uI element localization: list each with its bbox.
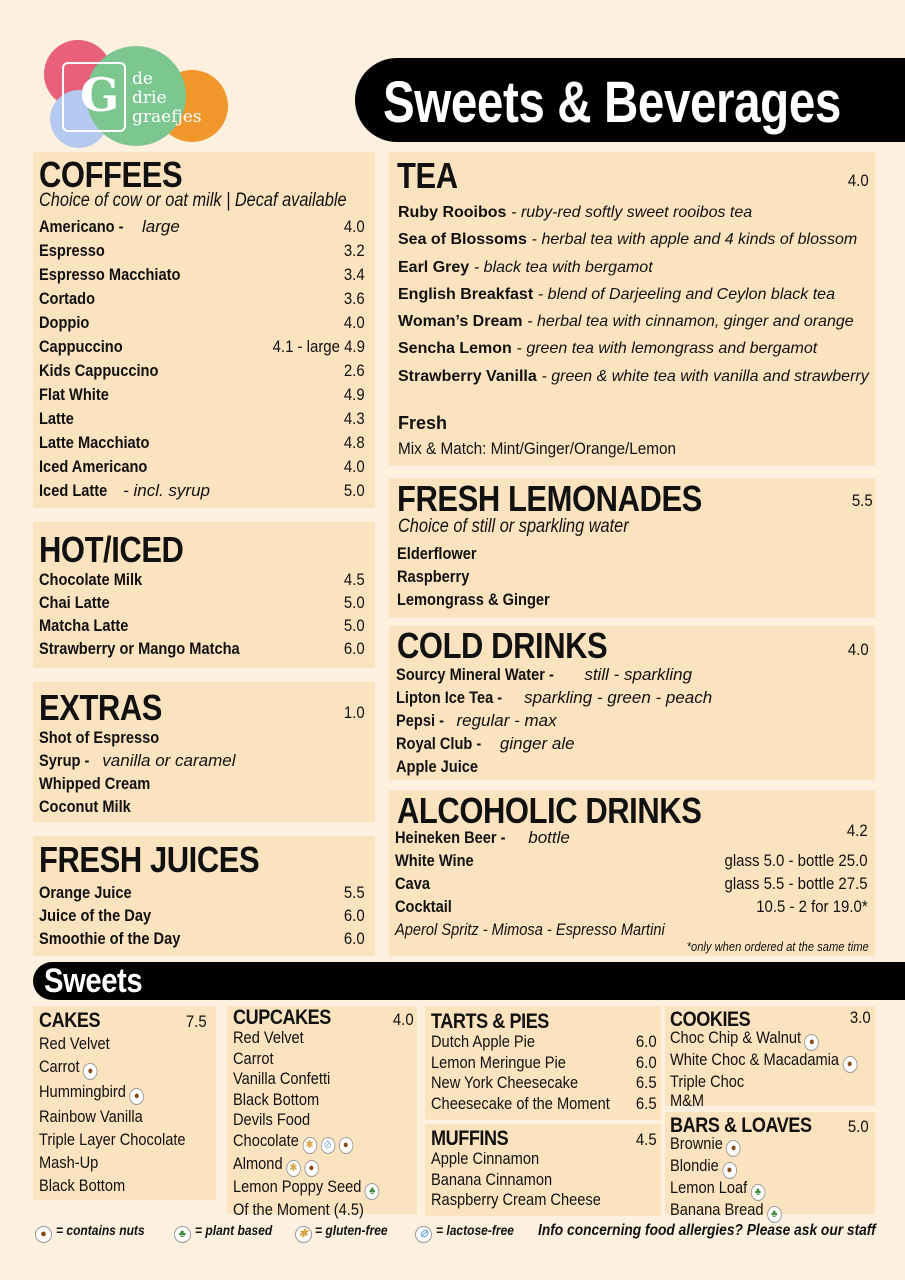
cupcakes-title: CUPCAKES xyxy=(233,1006,331,1029)
legend xyxy=(35,1222,885,1244)
list-item: Choc Chip & Walnut ● xyxy=(670,1029,857,1051)
cold-drinks-price: 4.0 xyxy=(848,640,869,659)
menu-item: Ruby Rooibos - ruby-red softly sweet rooibos tea xyxy=(398,204,753,221)
nut-icon: ● xyxy=(805,1034,820,1051)
lemonades-price: 5.5 xyxy=(852,491,873,510)
menu-item: Heineken Beer - bottle 4.2 xyxy=(395,821,868,847)
juices-list xyxy=(39,881,365,950)
menu-item: Smoothie of the Day 6.0 xyxy=(39,929,365,948)
sweets-banner xyxy=(33,962,905,1000)
list-item: Black Bottom xyxy=(39,1176,126,1195)
menu-item: Pepsi - regular - max xyxy=(396,711,557,730)
legend-plant: = plant based xyxy=(194,1222,272,1238)
muffins-list xyxy=(431,1149,628,1211)
menu-item: New York Cheesecake 6.5 xyxy=(431,1073,657,1092)
menu-item: Latte Macchiato 4.8 xyxy=(39,433,365,452)
menu-item: Flat White 4.9 xyxy=(39,385,365,404)
menu-item: Lipton Ice Tea - sparkling - green - peach xyxy=(396,688,713,707)
legend-lactose: = lactose-free xyxy=(436,1222,515,1238)
menu-item: Juice of the Day 6.0 xyxy=(39,906,365,925)
cocktail-list: Aperol Spritz - Mimosa - Espresso Martini xyxy=(395,920,665,939)
list-item: Red Velvet xyxy=(39,1034,110,1053)
list-item: Raspberry Cream Cheese xyxy=(431,1190,601,1209)
tarts-title: TARTS & PIES xyxy=(431,1010,549,1033)
menu-item: Strawberry or Mango Matcha 6.0 xyxy=(39,639,365,658)
bars-list xyxy=(670,1135,800,1223)
list-item: Apple Cinnamon xyxy=(431,1149,540,1168)
nut-icon: ● xyxy=(726,1140,741,1157)
page-title: Sweets & Beverages xyxy=(383,70,841,135)
list-item: White Choc & Macadamia ● xyxy=(670,1051,857,1073)
bars-price: 5.0 xyxy=(848,1117,869,1136)
logo xyxy=(40,38,230,153)
cookies-title: COOKIES xyxy=(670,1008,751,1031)
menu-item: Espresso 3.2 xyxy=(39,241,365,260)
list-item: Black Bottom xyxy=(233,1089,320,1109)
muffins-title: MUFFINS xyxy=(431,1127,509,1150)
menu-item: Sea of Blossoms - herbal tea with apple and 4 kinds of blossom xyxy=(398,231,858,249)
menu-item: Dutch Apple Pie 6.0 xyxy=(431,1032,657,1051)
menu-item: Sourcy Mineral Water - still - sparkling xyxy=(396,665,693,684)
plant-based-icon: ♣ xyxy=(751,1184,766,1201)
legend-gluten: = gluten-free xyxy=(315,1222,389,1238)
list-item: Devils Food xyxy=(233,1110,311,1129)
nut-icon: ● xyxy=(304,1160,319,1177)
nut-icon: ● xyxy=(129,1088,144,1105)
gluten-free-icon: ✱ xyxy=(295,1226,312,1243)
bars-title: BARS & LOAVES xyxy=(670,1114,812,1137)
cakes-price: 7.5 xyxy=(186,1012,207,1031)
hot-iced-title: HOT/ICED xyxy=(39,529,184,570)
menu-item: Iced Americano 4.0 xyxy=(39,457,365,476)
sweets-title: Sweets xyxy=(44,962,143,1000)
lemonades-subtitle: Choice of still or sparkling water xyxy=(398,516,629,537)
menu-item: Chai Latte 5.0 xyxy=(39,593,365,612)
lactose-free-icon: ⊘ xyxy=(320,1137,335,1154)
list-item: Rainbow Vanilla xyxy=(39,1107,143,1126)
list-item: Mash-Up xyxy=(39,1153,99,1172)
coffees-subtitle: Choice of cow or oat milk | Decaf available xyxy=(39,190,347,211)
muffins-price: 4.5 xyxy=(636,1130,657,1149)
list-item: Of the Moment (4.5) xyxy=(233,1199,364,1219)
gluten-free-icon: ✱ xyxy=(286,1160,301,1177)
menu-item: White Wine glass 5.0 - bottle 25.0 xyxy=(395,851,868,870)
list-item: Chocolate ✱ ⊘ ● xyxy=(233,1131,379,1154)
menu-item: Cappuccino 4.1 - large 4.9 xyxy=(39,337,365,356)
menu-item: Coconut Milk xyxy=(39,797,131,816)
menu-item: Cava glass 5.5 - bottle 27.5 xyxy=(395,874,868,893)
lactose-free-icon: ⊘ xyxy=(415,1226,432,1243)
cold-drinks-title: COLD DRINKS xyxy=(397,625,608,666)
nut-icon: ● xyxy=(842,1056,857,1073)
tea-price: 4.0 xyxy=(848,171,869,190)
menu-item: Cortado 3.6 xyxy=(39,289,365,308)
list-item: Almond ✱ ● xyxy=(233,1154,379,1177)
cookies-list xyxy=(670,1029,888,1110)
juices-title: FRESH JUICES xyxy=(39,839,260,880)
menu-item: Syrup - vanilla or caramel xyxy=(39,751,236,770)
menu-item: Matcha Latte 5.0 xyxy=(39,616,365,635)
list-item: Triple Choc xyxy=(670,1072,745,1091)
cold-drinks-list xyxy=(396,663,866,778)
lemonades-title: FRESH LEMONADES xyxy=(397,478,702,519)
menu-item: Elderflower xyxy=(397,544,477,563)
menu-item: Lemongrass & Ginger xyxy=(397,590,550,609)
logo-text: de drie graefjes xyxy=(132,69,202,127)
legend-nuts: = contains nuts xyxy=(55,1222,145,1238)
menu-item: Americano - large 4.0 xyxy=(39,217,365,236)
coffees-title: COFFEES xyxy=(39,154,183,195)
list-item: Lemon Loaf ♣ xyxy=(670,1179,782,1201)
menu-item: Earl Grey - black tea with bergamot xyxy=(398,258,653,276)
extras-price: 1.0 xyxy=(344,703,365,722)
menu-item: Whipped Cream xyxy=(39,774,151,793)
tea-fresh-desc: Mix & Match: Mint/Ginger/Orange/Lemon xyxy=(398,439,677,458)
menu-item: Woman’s Dream - herbal tea with cinnamon, ginger and orange xyxy=(398,313,854,331)
tea-title: TEA xyxy=(397,155,458,196)
plant-based-icon: ♣ xyxy=(174,1226,191,1243)
list-item: Hummingbird ● xyxy=(39,1080,186,1105)
cakes-list xyxy=(39,1032,209,1197)
menu-item: Raspberry xyxy=(397,567,470,586)
extras-title: EXTRAS xyxy=(39,687,163,728)
coffees-list xyxy=(39,215,365,503)
cookies-price: 3.0 xyxy=(850,1008,871,1027)
plant-based-icon: ♣ xyxy=(365,1183,380,1200)
menu-item: Orange Juice 5.5 xyxy=(39,883,365,902)
tea-list xyxy=(398,200,878,391)
menu-item: Iced Latte - incl. syrup 5.0 xyxy=(39,481,365,500)
menu-item: English Breakfast - blend of Darjeeling and Ceylon black tea xyxy=(398,285,835,303)
menu-item: Cheesecake of the Moment 6.5 xyxy=(431,1093,657,1113)
list-item: Triple Layer Chocolate xyxy=(39,1130,186,1149)
list-item: Lemon Poppy Seed ♣ xyxy=(233,1177,379,1200)
list-item: Carrot ● xyxy=(39,1055,186,1080)
menu-item: Royal Club - ginger ale xyxy=(396,734,575,753)
gluten-free-icon: ✱ xyxy=(302,1137,317,1154)
menu-item: Shot of Espresso xyxy=(39,728,160,747)
menu-item: Strawberry Vanilla - green & white tea with vanilla and strawberry xyxy=(398,367,869,385)
menu-item: Lemon Meringue Pie 6.0 xyxy=(431,1052,657,1072)
list-item: Red Velvet xyxy=(233,1028,304,1047)
list-item: Blondie ● xyxy=(670,1157,782,1179)
tea-fresh-title: Fresh xyxy=(398,413,448,433)
allergy-info: Info concerning food allergies? Please ask our staff xyxy=(538,1222,876,1239)
menu-item: Doppio 4.0 xyxy=(39,313,365,332)
alcohol-list xyxy=(395,821,868,918)
cupcakes-price: 4.0 xyxy=(393,1010,414,1029)
menu-item: Apple Juice xyxy=(396,757,479,776)
menu-item: Espresso Macchiato 3.4 xyxy=(39,265,365,284)
nut-icon: ● xyxy=(35,1226,52,1243)
list-item: Banana Bread ♣ xyxy=(670,1201,782,1223)
cocktail-note: *only when ordered at the same time xyxy=(686,939,869,954)
list-item: Carrot xyxy=(233,1048,274,1068)
plant-based-icon: ♣ xyxy=(767,1206,782,1223)
tarts-list xyxy=(431,1032,657,1114)
cupcakes-list xyxy=(233,1028,403,1220)
menu-item: Latte 4.3 xyxy=(39,409,365,428)
list-item: Banana Cinnamon xyxy=(431,1169,553,1189)
lemonades-list xyxy=(397,542,867,611)
extras-list xyxy=(39,726,365,818)
nut-icon: ● xyxy=(722,1162,737,1179)
list-item: Vanilla Confetti xyxy=(233,1069,331,1088)
menu-item: Sencha Lemon - green tea with lemongrass and bergamot xyxy=(398,340,818,358)
cakes-title: CAKES xyxy=(39,1009,101,1032)
list-item: Brownie ● xyxy=(670,1135,782,1157)
nut-icon: ● xyxy=(83,1063,98,1080)
alcohol-title: ALCOHOLIC DRINKS xyxy=(397,790,702,831)
hot-iced-list xyxy=(39,568,365,660)
menu-item: Chocolate Milk 4.5 xyxy=(39,570,365,589)
nut-icon: ● xyxy=(338,1137,353,1154)
logo-letter: G xyxy=(80,68,120,122)
menu-item: Kids Cappuccino 2.6 xyxy=(39,361,365,380)
list-item: M&M xyxy=(670,1090,705,1110)
menu-item: Cocktail 10.5 - 2 for 19.0* xyxy=(395,897,868,916)
